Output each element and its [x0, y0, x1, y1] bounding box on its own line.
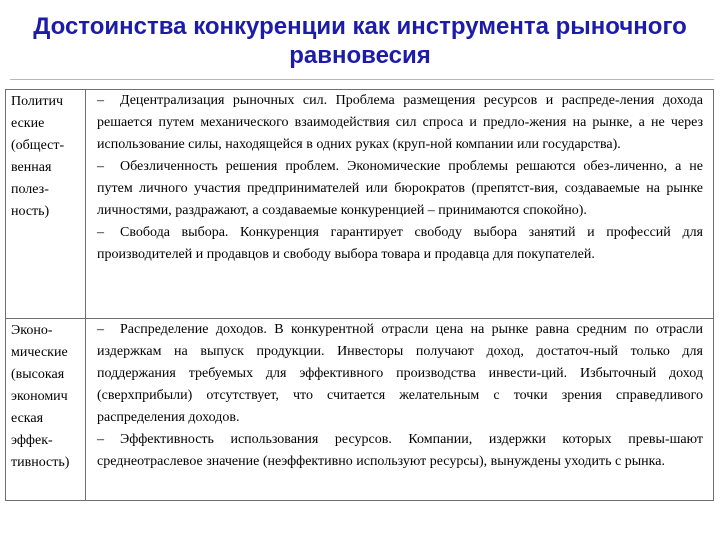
- row-label-political: Политич еские (общест- венная полез- ность): [6, 90, 86, 319]
- row-label-economic: Эконо- мические (высокая экономич еская эффек- тивность): [6, 319, 86, 501]
- list-item: [97, 429, 703, 473]
- table-row-political: [6, 90, 714, 319]
- item-text: Распределение доходов. В конкурентной отрасли цена на рынке равна средним по отрасли издержкам на выпуск продукции. Инвесторы получают доход, достаточ-ный только для поддержания требуемых для эффективного производства инвести-ций. Избыточный доход (сверхприбыли) отсутствует, что считается желательным с точки зрения справедливого распределения доходов.: [97, 322, 703, 425]
- list-item: [97, 156, 703, 222]
- bullet-dash: –: [97, 322, 104, 337]
- advantages-table: [5, 89, 714, 501]
- row-content-political: [86, 90, 714, 319]
- bullet-dash: –: [97, 93, 104, 108]
- table-row-economic: [6, 319, 714, 501]
- bullet-dash: –: [97, 159, 104, 174]
- bullet-dash: –: [97, 225, 104, 240]
- bullet-dash: –: [97, 432, 104, 447]
- list-item: [97, 222, 703, 266]
- page-title: Достоинства конкуренции как инструмента рыночного равновесия: [33, 13, 687, 69]
- item-text: Свобода выбора. Конкуренция гарантирует свободу выбора занятий и профессий для производителей и продавцов и свободу выбора товара и продавца для покупателей.: [97, 225, 703, 262]
- list-item: [97, 90, 703, 156]
- item-text: Обезличенность решения проблем. Экономические проблемы решаются обез-личенно, а не путем личного участия предпринимателей или бюрократов (препятст-вия, создаваемые на рынке личностями, раздражают, а создаваемые конкуренцией – принимаются спокойно).: [97, 159, 703, 218]
- item-text: Децентрализация рыночных сил. Проблема размещения ресурсов и распреде-ления дохода решается путем механического взаимодействия сил спроса и предло-жения на рынке, а не через использование силы, находящейся в одних руках (круп-ной компании или государства).: [97, 93, 703, 152]
- item-text: Эффективность использования ресурсов. Компании, издержки которых превы-шают среднеотраслевое значение (неэффективно используют ресурсы), вынуждены уходить с рынка.: [97, 432, 703, 469]
- list-item: [97, 319, 703, 429]
- title-divider: [10, 79, 714, 80]
- row-content-economic: [86, 319, 714, 501]
